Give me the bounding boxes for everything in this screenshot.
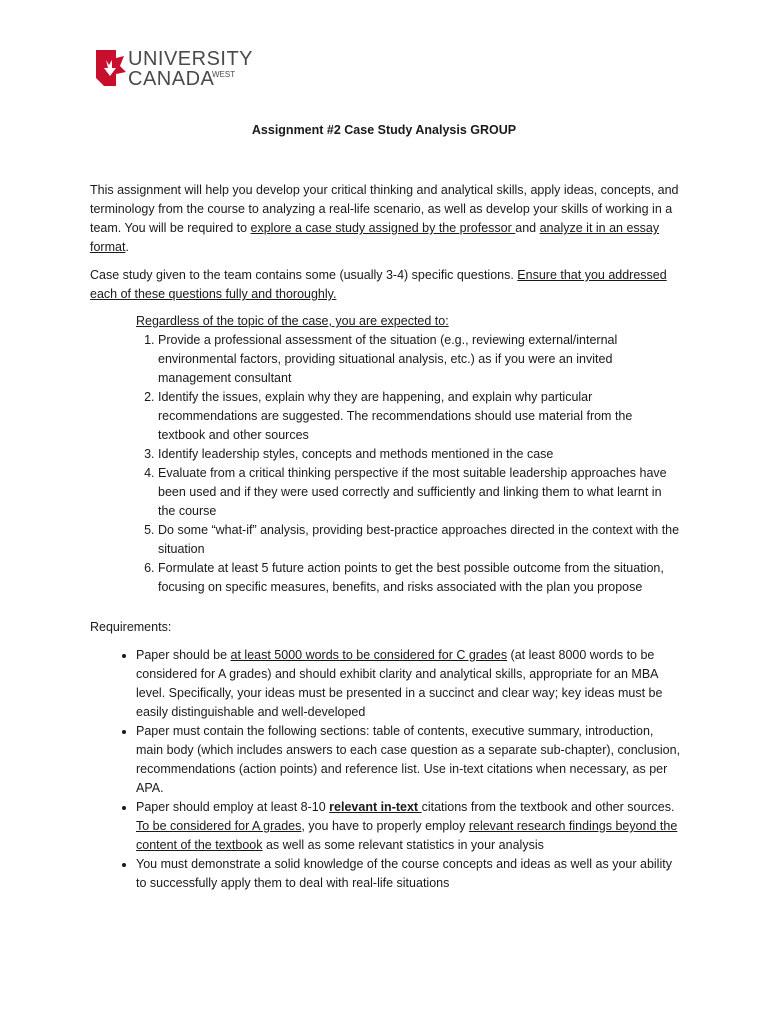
logo-line1: UNIVERSITY xyxy=(128,48,254,70)
intro-text-2: and xyxy=(515,221,540,235)
expectations-heading-text: Regardless of the topic of the case, you are expected to: xyxy=(136,314,449,328)
document-body xyxy=(90,181,682,893)
university-logo xyxy=(94,48,254,90)
requirements-list xyxy=(90,646,682,893)
intro-underline-2: analyze it in an essay format xyxy=(90,221,660,254)
req3-bold-underline: relevant in-text xyxy=(329,800,422,814)
expectations-list xyxy=(90,331,682,597)
questions-underline: Ensure that you addressed each of these questions fully and thoroughly. xyxy=(90,268,667,301)
list-item: 4. Evaluate from a critical thinking perspective if the most suitable leadership approaches have been used and if they were used correctly and sufficiently and linking them to what learnt in the course xyxy=(158,464,682,521)
req1-text-2: (at least 8000 words to be considered for A grades) and should exhibit clarity and analytical skills, appropriate for an MBA level. Specifically, your ideas must be presented in a succinct and clear way; key ideas must be easily distinguishable and well-developed xyxy=(136,648,663,719)
document-title: Assignment #2 Case Study Analysis GROUP xyxy=(251,123,517,137)
req3-underline-2: relevant research findings beyond the content of the textbook xyxy=(136,819,678,852)
list-item: 2. Identify the issues, explain why they are happening, and explain why particular recommendations are suggested. The recommendations should use material from the textbook and other sources xyxy=(158,388,682,445)
questions-paragraph xyxy=(90,266,682,304)
logo-line2: CANADA xyxy=(128,68,215,90)
list-item: 5. Do some “what-if” analysis, providing best-practice approaches directed in the context with the situation xyxy=(158,521,682,559)
req3-underline-1: To be considered for A grades xyxy=(136,819,302,833)
list-item: 6. Formulate at least 5 future action points to get the best possible outcome from the situation, focusing on specific measures, benefits, and risks associated with the plan you propose xyxy=(158,559,682,597)
expectations-heading xyxy=(136,312,682,331)
maple-leaf-icon xyxy=(94,48,128,90)
list-item: 1. Provide a professional assessment of the situation (e.g., reviewing external/internal environmental factors, providing situational analysis, etc.) as if you were an invited management consultant xyxy=(158,331,682,388)
list-item xyxy=(136,798,682,855)
requirements-heading: Requirements: xyxy=(90,620,172,634)
req3-text-4: as well as some relevant statistics in your analysis xyxy=(262,838,544,852)
list-item: • You must demonstrate a solid knowledge of the course concepts and ideas as well as your ability to successfully apply them to deal with real-life situations xyxy=(136,855,682,893)
intro-paragraph xyxy=(90,181,682,257)
list-item xyxy=(136,646,682,722)
list-item: • Paper must contain the following sections: table of contents, executive summary, introduction, main body (which includes answers to each case question as a separate sub-chapter), conclusion, recommendations (action points) and reference list. Use in-text citations when necessary, as per APA. xyxy=(136,722,682,798)
list-item: 3. Identify leadership styles, concepts and methods mentioned in the case xyxy=(158,445,682,464)
intro-underline-1: explore a case study assigned by the professor xyxy=(250,221,516,235)
req3-text: Paper should employ at least 8-10 xyxy=(136,800,330,814)
req3-text-3: , you have to properly employ xyxy=(301,819,469,833)
req1-underline: at least 5000 words to be considered for C grades xyxy=(230,648,508,662)
req3-text-2: citations from the textbook and other sources. xyxy=(421,800,675,814)
req1-text: Paper should be xyxy=(136,648,231,662)
questions-text: Case study given to the team contains some (usually 3-4) specific questions. xyxy=(90,268,518,282)
intro-text-3: . xyxy=(125,240,129,254)
intro-text: This assignment will help you develop your critical thinking and analytical skills, apply ideas, concepts, and terminology from the course to analyzing a real-life scenario, as well as develop your skills of working in a team. You will be required to xyxy=(90,183,679,235)
logo-sup: WEST xyxy=(212,70,236,79)
